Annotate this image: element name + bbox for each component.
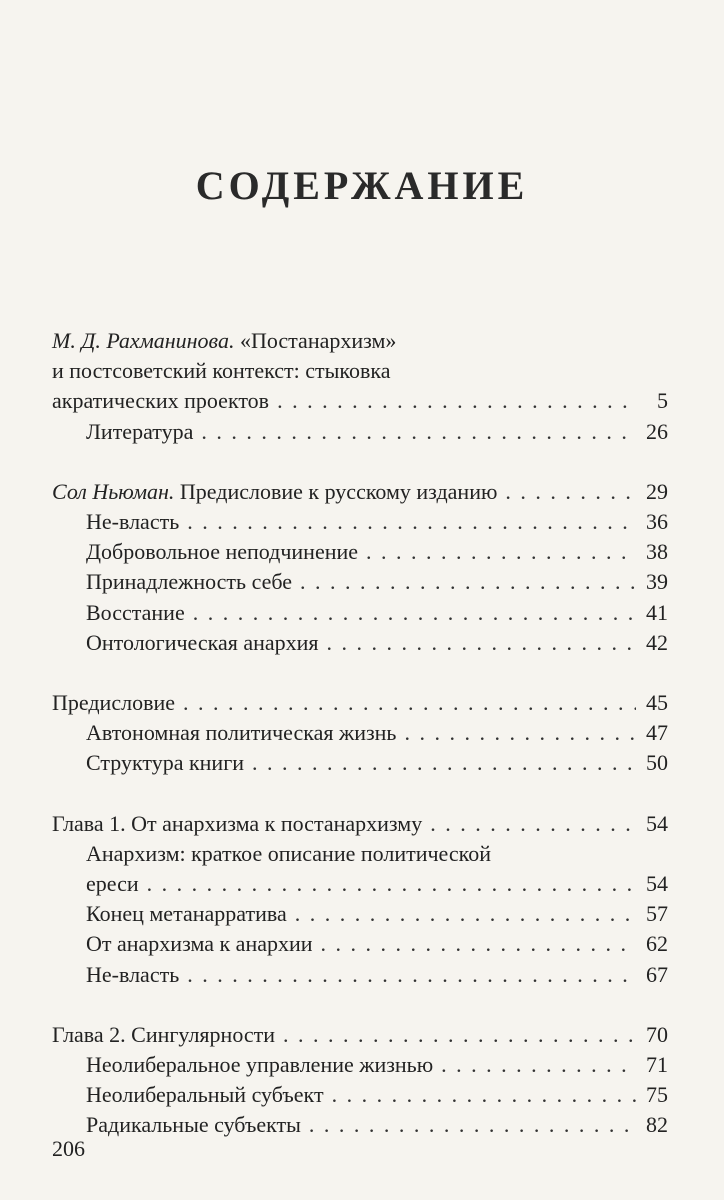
dot-leader (327, 628, 636, 658)
dot-leader (309, 1110, 636, 1140)
dot-leader (187, 960, 636, 990)
toc-entry-author: М. Д. Рахманинова. (52, 328, 235, 353)
toc-page-number: 36 (646, 509, 668, 535)
toc-entry-title (86, 1050, 433, 1080)
toc-subentry (52, 748, 668, 778)
toc-entry (52, 356, 668, 386)
toc-subentry (52, 598, 668, 628)
toc-page-number: 62 (646, 931, 668, 957)
dot-leader (201, 417, 636, 447)
toc-page-number: 54 (646, 810, 668, 836)
toc-entry (52, 326, 668, 356)
toc-entry-title (86, 507, 179, 537)
toc-entry-text: От анархизма к анархии (86, 931, 313, 957)
toc-subentry (52, 417, 668, 447)
toc-page-number: 29 (646, 478, 668, 504)
toc-subentry (52, 567, 668, 597)
toc-section (52, 477, 668, 658)
toc-entry-text: Литература (86, 418, 194, 444)
toc-subentry (52, 869, 668, 899)
toc-subentry (52, 1110, 668, 1140)
toc-entry-text: Конец метанарратива (86, 901, 287, 927)
toc-entry-title (52, 358, 391, 383)
dot-leader (505, 477, 636, 507)
toc-section (52, 688, 668, 779)
toc-entry (52, 1020, 668, 1050)
toc-entry-text: ереси (86, 871, 139, 897)
toc-entry (52, 809, 668, 839)
dot-leader (183, 688, 636, 718)
toc-subentry (52, 899, 668, 929)
toc-subentry (52, 537, 668, 567)
toc-page-number: 50 (646, 750, 668, 776)
toc-subentry (52, 1080, 668, 1110)
dot-leader (187, 507, 636, 537)
toc-page-number: 42 (646, 629, 668, 655)
dot-leader (283, 1020, 636, 1050)
page-title: СОДЕРЖАНИЕ (195, 163, 529, 208)
toc-entry (52, 386, 668, 416)
toc-entry-author: Сол Ньюман. (52, 478, 175, 504)
toc-entry (52, 688, 668, 718)
dot-leader (277, 386, 636, 416)
toc-entry-text: Добровольное неподчинение (86, 539, 359, 565)
toc-entry-text: Восстание (86, 599, 185, 625)
toc-entry-title (86, 417, 193, 447)
dot-leader (147, 869, 636, 899)
toc-entry-text: Не-власть (86, 961, 180, 987)
toc-entry-title (86, 899, 287, 929)
toc-entry-title (52, 809, 422, 839)
toc-entry-text: Онтологическая анархия (86, 629, 319, 655)
toc-entry-text: акратических проектов (52, 388, 270, 414)
toc-page-number: 41 (646, 599, 668, 625)
toc-page-number: 67 (646, 961, 668, 987)
toc-entry-text: Анархизм: краткое описание политической (86, 840, 491, 866)
toc-page-number: 82 (646, 1112, 668, 1138)
page-number: 206 (52, 1136, 85, 1161)
toc-entry-title (52, 688, 175, 718)
toc-page-number: 38 (646, 539, 668, 565)
toc-subentry (52, 718, 668, 748)
toc-entry-text: Предисловие к русскому изданию (174, 478, 498, 504)
toc-page-number: 70 (646, 1021, 668, 1047)
toc-entry-text: Предисловие (52, 690, 175, 716)
dot-leader (300, 567, 636, 597)
toc-page-number: 5 (657, 388, 668, 414)
toc-page-number: 54 (646, 871, 668, 897)
toc-entry-title (52, 328, 396, 353)
toc-entry-text: Глава 1. От анархизма к постанархизму (52, 810, 423, 836)
toc-entry-title (86, 869, 139, 899)
toc-subentry (52, 628, 668, 658)
toc-entry-title (52, 386, 269, 416)
table-of-contents (52, 326, 668, 1171)
toc-page-number: 57 (646, 901, 668, 927)
toc-entry-text: Принадлежность себе (86, 569, 293, 595)
toc-entry-text: и постсоветский контекст: стыковка (52, 358, 391, 384)
toc-subentry (52, 839, 668, 869)
toc-entry-title (86, 841, 491, 866)
toc-page-number: 26 (646, 418, 668, 444)
toc-page-number: 47 (646, 720, 668, 746)
toc-subentry (52, 960, 668, 990)
toc-entry-title (52, 477, 497, 507)
toc-entry-text: «Постанархизм» (234, 328, 397, 353)
toc-entry-title (86, 960, 179, 990)
toc-entry-text: Радикальные субъекты (86, 1112, 301, 1138)
toc-entry-title (86, 628, 319, 658)
toc-page-number: 45 (646, 690, 668, 716)
toc-entry-title (52, 1020, 275, 1050)
toc-page-number: 39 (646, 569, 668, 595)
toc-section (52, 1020, 668, 1141)
toc-section (52, 809, 668, 990)
toc-entry-title (86, 567, 292, 597)
dot-leader (252, 748, 636, 778)
toc-entry-title (86, 748, 244, 778)
toc-entry-title (86, 1110, 301, 1140)
toc-page-number: 71 (646, 1052, 668, 1078)
toc-entry-title (86, 537, 358, 567)
toc-subentry (52, 507, 668, 537)
toc-entry-text: Неолиберальный субъект (86, 1082, 324, 1108)
toc-entry-text: Структура книги (86, 750, 244, 776)
toc-subentry (52, 929, 668, 959)
dot-leader (332, 1080, 636, 1110)
toc-entry (52, 477, 668, 507)
toc-section (52, 326, 668, 447)
toc-entry-text: Не-власть (86, 509, 180, 535)
dot-leader (295, 899, 636, 929)
toc-subentry (52, 1050, 668, 1080)
toc-entry-text: Неолиберальное управление жизнью (86, 1052, 434, 1078)
dot-leader (404, 718, 636, 748)
dot-leader (193, 598, 636, 628)
toc-entry-title (86, 929, 313, 959)
toc-entry-title (86, 598, 185, 628)
toc-entry-title (86, 1080, 324, 1110)
toc-entry-text: Глава 2. Сингулярности (52, 1021, 276, 1047)
toc-entry-text: Автономная политическая жизнь (86, 720, 397, 746)
toc-page-number: 75 (646, 1082, 668, 1108)
toc-entry-title (86, 718, 396, 748)
dot-leader (366, 537, 636, 567)
dot-leader (441, 1050, 636, 1080)
dot-leader (430, 809, 636, 839)
dot-leader (321, 929, 636, 959)
